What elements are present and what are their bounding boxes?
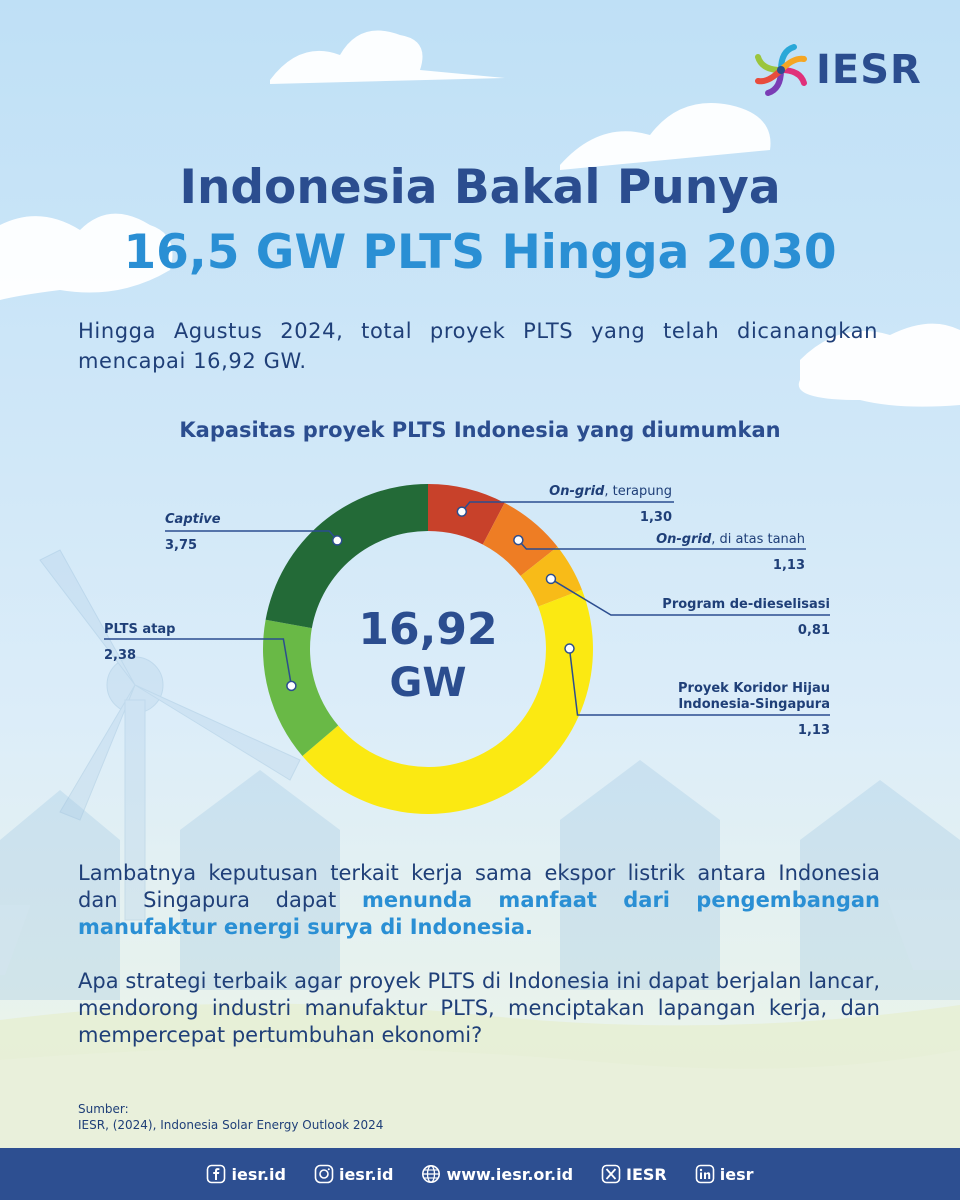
page-title-line2: 16,5 GW PLTS Hingga 2030 xyxy=(123,225,837,280)
footer-instagram-text: iesr.id xyxy=(338,1164,394,1184)
source-text: IESR, (2024), Indonesia Solar Energy Outlook 2024 xyxy=(78,1118,384,1132)
slice-value-0: 1,30 xyxy=(639,510,672,525)
donut-chart xyxy=(0,470,960,830)
slice-label-1: On-grid, di atas tanah xyxy=(656,532,805,547)
globe-icon xyxy=(421,1164,441,1184)
footer-x-text: IESR xyxy=(626,1164,667,1184)
slice-value-2: 0,81 xyxy=(797,623,830,638)
slice-marker-4 xyxy=(287,681,296,690)
slice-value-3: 1,13 xyxy=(797,723,830,738)
x-icon xyxy=(601,1164,621,1184)
brand-name: IESR xyxy=(816,47,922,93)
slice-marker-2 xyxy=(546,574,555,583)
footer-linkedin-link[interactable] xyxy=(695,1164,754,1184)
slice-label-4: PLTS atap xyxy=(104,622,176,637)
slice-marker-0 xyxy=(457,507,466,516)
source-note xyxy=(78,1101,578,1133)
slice-label-2: Program de-dieselisasi xyxy=(662,597,830,612)
paragraph-export-delay xyxy=(78,860,880,941)
footer-instagram-link[interactable] xyxy=(314,1164,393,1184)
slice-marker-1 xyxy=(514,536,523,545)
slice-label-0: On-grid, terapung xyxy=(549,484,672,499)
footer-linkedin-text: iesr xyxy=(719,1164,754,1184)
slice-marker-5 xyxy=(333,536,342,545)
center-value: 16,92 xyxy=(358,604,498,655)
linkedin-icon xyxy=(695,1164,715,1184)
facebook-icon xyxy=(206,1164,226,1184)
slice-value-4: 2,38 xyxy=(104,648,137,663)
footer-website-link[interactable] xyxy=(421,1164,573,1184)
slice-value-1: 1,13 xyxy=(772,558,805,573)
footer-facebook-link[interactable] xyxy=(206,1164,285,1184)
paragraph-export-delay-text: Lambatnya keputusan terkait kerja sama ekspor listrik antara Indonesia dan Singapura dapat xyxy=(78,861,880,912)
slice-label-line2-3: Indonesia-Singapura xyxy=(678,697,830,712)
paragraph-export-delay-highlight: menunda manfaat dari pengembangan manufaktur energi surya di Indonesia. xyxy=(78,888,880,939)
center-unit: GW xyxy=(389,660,467,706)
source-label: Sumber: xyxy=(78,1102,129,1116)
slice-label-5: Captive xyxy=(165,512,221,527)
slice-marker-3 xyxy=(565,644,574,653)
intro-text: Hingga Agustus 2024, total proyek PLTS yang telah dicanangkan mencapai 16,92 GW. xyxy=(78,319,878,373)
slice-label-3: Proyek Koridor Hijau xyxy=(678,681,830,696)
paragraph-question: Apa strategi terbaik agar proyek PLTS di Indonesia ini dapat berjalan lancar, mendorong industri manufaktur PLTS, menciptakan lapangan kerja, dan mempercepat pertumbuhan ekonomi? xyxy=(78,969,880,1047)
iesr-logo-icon xyxy=(752,41,810,99)
instagram-icon xyxy=(314,1164,334,1184)
chart-title: Kapasitas proyek PLTS Indonesia yang diumumkan xyxy=(179,418,781,442)
footer-social-bar xyxy=(0,1148,960,1200)
footer-x-link[interactable] xyxy=(601,1164,667,1184)
footer-facebook-text: iesr.id xyxy=(231,1164,286,1184)
iesr-logo xyxy=(752,38,932,102)
slice-value-5: 3,75 xyxy=(165,538,198,553)
footer-website-text: www.iesr.or.id xyxy=(446,1164,574,1184)
page-title-line1: Indonesia Bakal Punya xyxy=(179,160,781,215)
